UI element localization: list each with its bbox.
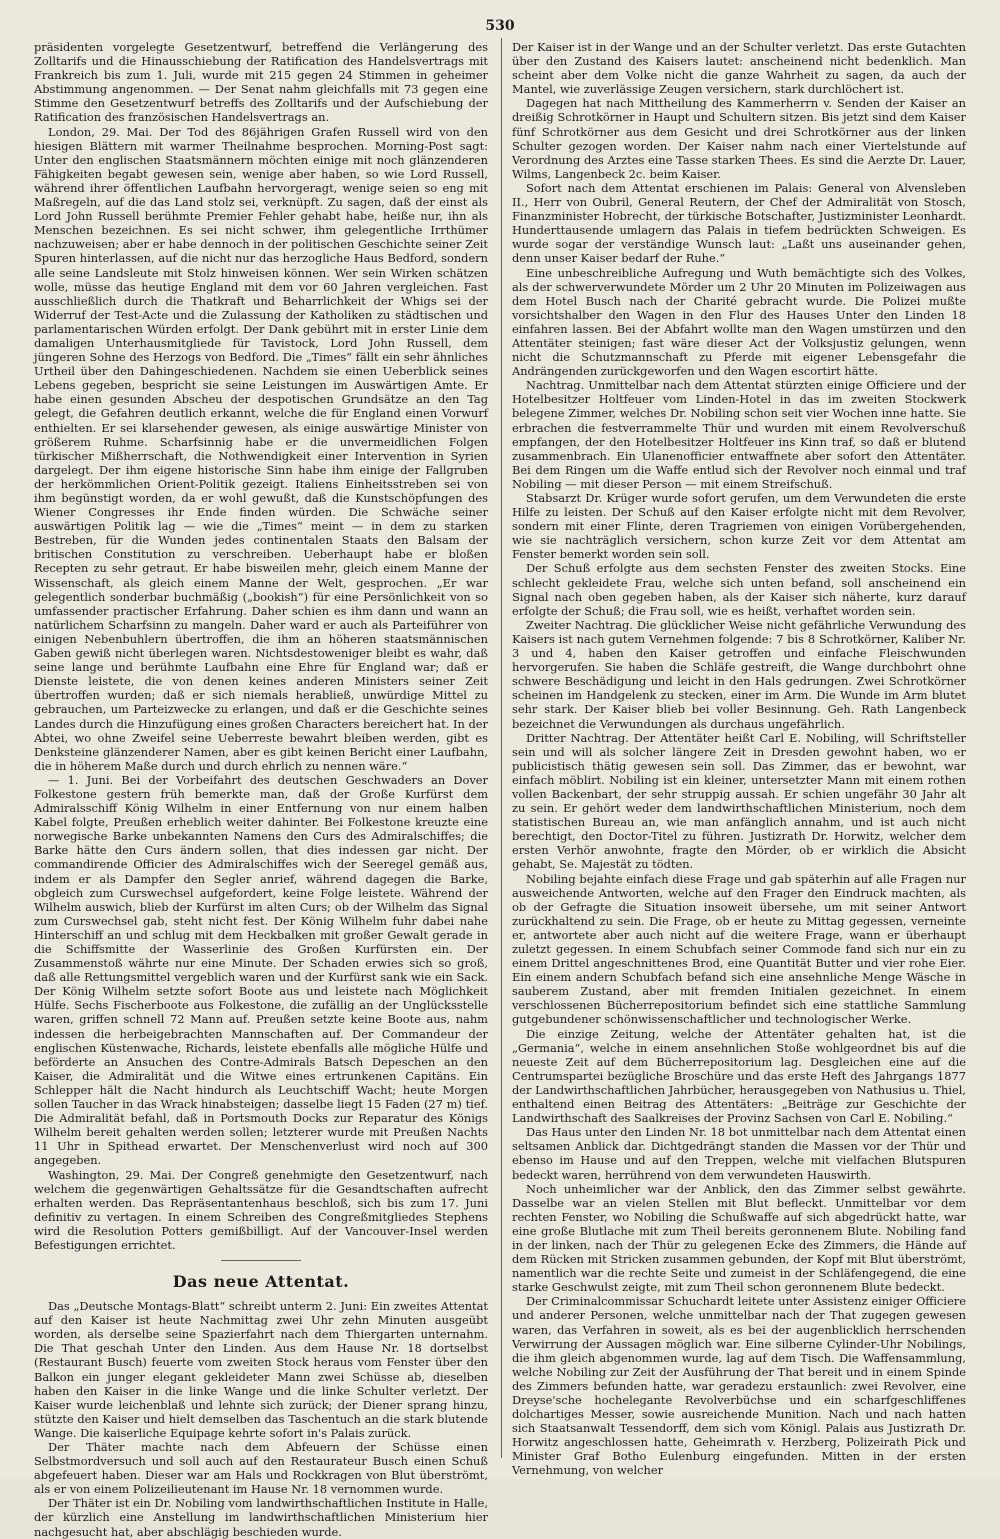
article-paragraph: Nachtrag. Unmittelbar nach dem Attentat stürzten einige Officiere und der Hotelbesitzer Holtfeuer vom Linden-Hotel in das im zweiten Stockwerk belegene Zimmer, welches Dr. Nobiling schon seit vier Wochen inne hatte. Sie erbrachen die festverrammelte Thür und wurden mit einem Revolverschuß empfangen, der den Hotelbesitzer Holtfeuer ins Kinn traf, so daß er blutend zusammenbrach. Ein Ulanenofficier entwaffnete aber sofort den Attentäter. Bei dem Ringen um die Waffe entlud sich der Revolver noch einmal und traf Nobiling — mit dieser Person — mit einem Streifschuß. xyxy=(512,378,966,491)
left-column xyxy=(34,40,488,1539)
article-paragraph: Nobiling bejahte einfach diese Frage und gab späterhin auf alle Fragen nur ausweichende Antworten, welche auf den Frager den Eindruck machten, als ob der Gefragte die Situation insoweit übersehe, um mit seiner Antwort zurückhaltend zu sein. Die Frage, ob er heute zu Mittag gegessen, verneinte er, antwortete aber auch nicht auf die weitere Frage, wann er überhaupt zuletzt gegessen. In einem Schubfach seiner Commode fand sich nur ein zu einem Drittel angeschnittenes Brod, eine Quantität Butter und vier rohe Eier. Ein einem andern Schubfach befand sich eine ansehnliche Menge Wäsche in sauberem Zustand, aber mit fremden Initialen gezeichnet. In einem verschlossenen Bücherrepositorium befindet sich eine stattliche Sammlung gutgebundener schönwissenschaftlicher und technologischer Werke. xyxy=(512,871,966,1027)
article-paragraph: Eine unbeschreibliche Aufregung und Wuth bemächtigte sich des Volkes, als der schwerverwundete Mörder um 2 Uhr 20 Minuten im Polizeiwagen aus dem Hotel Busch nach der Charité gebracht wurde. Die Polizei mußte vorsichtshalber den Wagen in den Flur des Hauses Unter den Linden 18 einfahren lassen. Bei der Abfahrt wollte man den Wagen umstürzen und den Attentäter steinigen; fast wäre dieser Act der Volksjustiz gelungen, wenn nicht die Schutzmannschaft zu Pferde mit eigener Lebensgefahr die Andrängenden zurückgeworfen und den Wagen escortirt hätte. xyxy=(512,265,966,379)
article-paragraph: Das „Deutsche Montags-Blatt“ schreibt unterm 2. Juni: Ein zweites Attentat auf den Kaiser ist heute Nachmittag zwei Uhr zehn Minuten ausgeübt worden, als derselbe seine Spazierfahrt nach dem Thiergarten unternahm. Die That geschah Unter den Linden. Aus dem Hause Nr. 18 dortselbst (Restaurant Busch) feuerte vom zweiten Stock heraus vom Fenster über den Balkon ein junger elegant gekleideter Mann zwei Schüsse ab, dieselben haben den Kaiser in die linke Wange und die linke Schulter verletzt. Der Kaiser wurde leichenblaß und lehnte sich zurück; der Diener sprang hinzu, stützte den Kaiser und hielt demselben das Taschentuch an die stark blutende Wange. Die kaiserliche Equipage kehrte sofort in's Palais zurück. xyxy=(34,1299,488,1440)
section-divider xyxy=(221,1260,301,1261)
article-paragraph: Noch unheimlicher war der Anblick, den das Zimmer selbst gewährte. Dasselbe war an vielen Stellen mit Blut befleckt. Unmittelbar vor dem rechten Fenster, wo Nobiling die Schußwaffe auf sich abgedrückt hatte, war eine große Blutlache mit zum Theil bereits geronnenem Blute. Nobiling fand in der linken, nach der Thür zu gelegenen Ecke des Zimmers, die Hände auf dem Rücken mit Stricken zusammen gebunden, der Kopf mit Blut überströmt, namentlich war die rechte Seite und zumeist in der Schläfengegend, die eine starke Geschwulst zeigte, mit zum Theil schon geronnenem Blute bedeckt. xyxy=(512,1181,966,1295)
article-paragraph: Der Criminalcommissar Schuchardt leitete unter Assistenz einiger Officiere und anderer Personen, welche unmittelbar nach der That zugegen gewesen waren, das Verfahren in soweit, als es bei der augenblicklich herrschenden Verwirrung der Aussagen möglich war. Eine silberne Cylinder-Uhr Nobilings, die ihm gleich abgenommen wurde, lag auf dem Tisch. Die Waffensammlung, welche Nobiling zur Zeit der Ausführung der That bereit und in einem Spinde des Zimmers befunden hatte, war geradezu erstaunlich: zwei Revolver, eine Dreyse'sche hochelegante Revolverbüchse und ein scharfgeschliffenes dolchartiges Messer, sowie ausreichende Munition. Nach und nach hatten sich Staatsanwalt Tessendorff, dem sich vom Königl. Palais aus Justizrath Dr. Horwitz angeschlossen hatte, Geheimrath v. Herzberg, Polizeirath Pick und Minister Graf Botho Eulenburg eingefunden. Mitten in der ersten Vernehmung, von welcher xyxy=(512,1294,966,1478)
article-paragraph: Stabsarzt Dr. Krüger wurde sofort gerufen, um dem Verwundeten die erste Hilfe zu leisten. Der Schuß auf den Kaiser erfolgte nicht mit dem Revolver, sondern mit einer Flinte, deren Tragriemen von einigen Vorübergehenden, wie sie nachträglich versichern, schon kurze Zeit vor dem Attentat am Fenster bemerkt worden sein soll. xyxy=(512,491,966,562)
article-paragraph: London, 29. Mai. Der Tod des 86jährigen Grafen Russell wird von den hiesigen Blättern mit warmer Theilnahme besprochen. Morning-Post sagt: Unter den englischen Staatsmännern möchten einige mit noch glänzenderen Fähigkeiten begabt gewesen sein, wenige aber haben, so wie Lord Russell, während ihrer öffentlichen Laufbahn hervorgeragt, wenige seien so eng mit Maßregeln, auf die das Land stolz sei, verknüpft. Zu sagen, daß der einst als Lord John Russell berühmte Premier Fehler gehabt habe, heiße nur, ihn als Menschen bezeichnen. Es sei nicht schwer, ihm gelegentliche Irrthümer nachzuweisen; aber er habe dennoch in der politischen Geschichte seiner Zeit Spuren hinterlassen, auf die nicht nur das herzogliche Haus Bedford, sondern alle seine Landsleute mit Stolz hinweisen können. Wer sein Wirken schätzen wolle, müsse das heutige England mit dem vor 60 Jahren vergleichen. Fast ausschließlich durch die Thatkraft und Beharrlichkeit der Whigs sei der Widerruf der Test-Acte und die Zulassung der Katholiken zu städtischen und parlamentarischen Würden erfolgt. Der Dank gebührt mit in erster Linie dem damaligen Unterhausmitgliede für Tavistock, Lord John Russell, dem jüngeren Sohne des Herzogs von Bedford. Die „Times“ fällt ein sehr ähnliches Urtheil über den Dahingeschiedenen. Nachdem sie einen Ueberblick seines Lebens gegeben, bespricht sie seine Leistungen im Auswärtigen Amte. Er habe einen gesunden Abscheu der despotischen Grundsätze an den Tag gelegt, die Gefahren deutlich erkannt, welche die für England einen Vorwurf enthielten. Er sei klarsehender gewesen, als einige auswärtige Minister von größerem Ruhme. Scharfsinnig habe er die unvermeidlichen Folgen türkischer Mißherrschaft, die Nothwendigkeit einer Intervention in Syrien dargelegt. Der ihm eigene historische Sinn habe ihm einige der Fallgruben der herkömmlichen Orient-Politik gezeigt. Italiens Einheitsstreben sei von ihm begünstigt worden, da er wohl gewußt, daß die Kunstschöpfungen des Wiener Congresses ihr Ende finden würden. Die Schwäche seiner auswärtigen Politik lag — wie die „Times“ meint — in dem zu starken Bestreben, für die Wunden jedes continentalen Staats den Balsam der britischen Constitution zu verschreiben. Ueberhaupt habe er bloßen Recepten zu sehr getraut. Er habe bisweilen mehr, gleich einem Manne der Wissenschaft, als gleich einem Manne der Welt, gesprochen. „Er war gelegentlich sonderbar buchmäßig („bookish“) für eine Persönlichkeit von so umfassender practischer Erfahrung. Daher schien es ihm dann und wann an natürlichem Scharfsinn zu mangeln. Daher ward er auch als Parteiführer von einigen Nebenbuhlern übertroffen, die ihm an höheren staatsmännischen Gaben gewiß nicht überlegen waren. Nichtsdestoweniger bleibt es wahr, daß seine lange und berühmte Laufbahn eine Ehre für England war; daß er Dienste leistete, die von denen keines anderen Ministers seiner Zeit übertroffen wurden; daß er sich niemals herabließ, unwürdige Mittel zu gebrauchen, um Parteizwecke zu erlangen, und daß er die Geschichte seines Landes durch die Hinzufügung eines großen Characters bereichert hat. In der Abtei, wo ohne Zweifel seine Ueberreste bewahrt bleiben werden, gibt es Denksteine glänzenderer Namen, aber es gibt keinen Bericht einer Laufbahn, die in höherem Maße durch und durch ehrlich zu nennen wäre.“ xyxy=(34,124,488,773)
article-paragraph: Der Thäter machte nach dem Abfeuern der Schüsse einen Selbstmordversuch und soll auch auf den Restaurateur Busch einen Schuß abgefeuert haben. Dieser war am Hals und Rockkragen von Blut überströmt, als er von einem Polizeilieutenant im Hause Nr. 18 vernommen wurde. xyxy=(34,1440,488,1497)
column-rule xyxy=(501,38,502,1458)
section-heading: Das neue Attentat. xyxy=(172,1272,350,1292)
article-paragraph: Die einzige Zeitung, welche der Attentäter gehalten hat, ist die „Germania“, welche in einem ansehnlichen Stoße wohlgeordnet bis auf die neueste Zeit auf dem Bücherrepositorium lag. Desgleichen eine auf die Centrumspartei bezügliche Broschüre und das erste Heft des Jahrgangs 1877 der Landwirthschaftlichen Jahrbücher, herausgegeben von Nathusius u. Thiel, enthaltend einen Beitrag des Attentäters: „Beiträge zur Geschichte der Landwirthschaft des Saalkreises der Provinz Sachsen von Carl E. Nobiling.“ xyxy=(512,1026,966,1126)
page-number: 530 xyxy=(485,18,515,34)
article-paragraph: Dritter Nachtrag. Der Attentäter heißt Carl E. Nobiling, will Schriftsteller sein und will als solcher längere Zeit in Dresden gewohnt haben, wo er publicistisch thätig gewesen sein soll. Das Zimmer, das er bewohnt, war einfach möblirt. Nobiling ist ein kleiner, untersetzter Mann mit einem rothen vollen Backenbart, der sehr struppig aussah. Er schien ungefähr 30 Jahr alt zu sein. Er gehört weder dem landwirthschaftlichen Ministerium, noch dem statistischen Bureau an, wie man anfänglich annahm, und ist auch nicht berechtigt, den Doctor-Titel zu führen. Justizrath Dr. Horwitz, welcher dem ersten Verhör anwohnte, fragte den Mörder, ob er wirklich die Absicht gehabt, Se. Majestät zu tödten. xyxy=(512,730,966,872)
article-paragraph: Sofort nach dem Attentat erschienen im Palais: General von Alvensleben II., Herr von Oubril, General Reutern, der Chef der Admiralität von Stosch, Finanzminister Hobrecht, der türkische Botschafter, Justizminister Leonhardt. Hunderttausende umlagern das Palais in tiefem bedrückten Schweigen. Es wurde sogar der verständige Wunsch laut: „Laßt uns auseinander gehen, denn unser Kaiser bedarf der Ruhe.“ xyxy=(512,180,966,266)
article-paragraph: — 1. Juni. Bei der Vorbeifahrt des deutschen Geschwaders an Dover Folkestone gestern früh bemerkte man, daß der Große Kurfürst dem Admiralsschiff König Wilhelm in einer Entfernung von nur einem halben Kabel folgte, Preußen erheblich weiter dahinter. Bei Folkestone kreuzte eine norwegische Barke unbekannten Namens den Curs des Admiralschiffes; die Barke hätte den Curs ändern sollen, that dies indessen gar nicht. Der commandirende Officier des Admiralschiffes wich der Seeregel gemäß aus, indem er als Dampfer den Segler anrief, während dagegen die Barke, obgleich zum Curswechsel aufgefordert, keine Folge leistete. Während der Wilhelm auswich, blieb der Kurfürst im alten Curs; ob der Wilhelm das Signal zum Curswechsel gab, steht nicht fest. Der König Wilhelm fuhr dabei nahe Hinterschiff an und schlug mit dem Heckbalken mit großer Gewalt gerade in die Schiffsmitte der Wasserlinie des Großen Kurfürsten ein. Der Zusammenstoß währte nur eine Minute. Der Schaden erwies sich so groß, daß alle Rettungsmittel vergeblich waren und der Kurfürst sank wie ein Sack. Der König Wilhelm setzte sofort Boote aus und leistete nach Möglichkeit Hülfe. Sechs Fischerboote aus Folkestone, die zufällig an der Unglücksstelle waren, griffen schnell 72 Mann auf. Preußen setzte keine Boote aus, nahm indessen die herbeigebrachten Mannschaften auf. Der Commandeur der englischen Küstenwache, Richards, leistete ebenfalls alle mögliche Hülfe und beförderte an Ansuchen des Contre-Admirals Batsch Depeschen an den Kaiser, die Admiralität und die Witwe eines ertrunkenen Capitäns. Ein Schlepper hält die Nacht hindurch als Leuchtschiff Wacht; heute Morgen sollen Taucher in das Wrack hinabsteigen; dasselbe liegt 15 Faden (27 m) tief. Die Admiralität befahl, daß in Portsmouth Docks zur Reparatur des Königs Wilhelm bereit gehalten werden sollen; letzterer wurde mit Preußen Nachts 11 Uhr in Spithead erwartet. Der Menschenverlust wird noch auf 300 angegeben. xyxy=(34,772,488,1168)
article-paragraph: Zweiter Nachtrag. Die glücklicher Weise nicht gefährliche Verwundung des Kaisers ist nach gutem Vernehmen folgende: 7 bis 8 Schrotkörner, Kaliber Nr. 3 und 4, haben den Kaiser getroffen und einfache Fleischwunden hervorgerufen. Sie haben die Schläfe gestreift, die Wange durchbohrt ohne schwere Beschädigung und leicht in den Hals gedrungen. Zwei Schrotkörner scheinen im Handgelenk zu stecken, einer im Arm. Die Wunde im Arm blutet sehr stark. Der Kaiser blieb bei voller Besinnung. Geh. Rath Langenbeck bezeichnet die Verwundungen als durchaus ungefährlich. xyxy=(512,617,966,731)
right-column xyxy=(512,40,966,1478)
article-paragraph: Der Thäter ist ein Dr. Nobiling vom landwirthschaftlichen Institute in Halle, der kürzlich eine Anstellung im landwirthschaftlichen Ministerium hier nachgesucht hat, aber abschlägig beschieden wurde. xyxy=(34,1496,488,1539)
article-paragraph: präsidenten vorgelegte Gesetzentwurf, betreffend die Verlängerung des Zolltarifs und die Hinausschiebung der Ratification des Handelsvertrags mit Frankreich bis zum 1. Juli, wurde mit 215 gegen 24 Stimmen in geheimer Abstimmung angenommen. — Der Senat nahm gleichfalls mit 73 gegen eine Stimme den Gesetzentwurf betreffs des Zolltarifs und der Aufschiebung der Ratification des französischen Handelsvertrags an. xyxy=(34,40,488,125)
article-paragraph: Washington, 29. Mai. Der Congreß genehmigte den Gesetzentwurf, nach welchem die gegenwärtigen Gehaltssätze für die Gesandtschaften aufrecht erhalten werden. Das Repräsentantenhaus beschloß, sich bis zum 17. Juni definitiv zu vertagen. In einem Schreiben des Congreßmitgliedes Stephens wird die Resolution Potters gemißbilligt. Auf der Vancouver-Insel werden Befestigungen errichtet. xyxy=(34,1167,488,1252)
article-paragraph: Der Schuß erfolgte aus dem sechsten Fenster des zweiten Stocks. Eine schlecht gekleidete Frau, welche sich unten befand, soll anscheinend ein Signal nach oben gegeben haben, als der Kaiser sich näherte, kurz darauf erfolgte der Schuß; die Frau soll, wie es heißt, verhaftet worden sein. xyxy=(512,561,966,618)
article-paragraph: Das Haus unter den Linden Nr. 18 bot unmittelbar nach dem Attentat einen seltsamen Anblick dar. Dichtgedrängt standen die Massen vor der Thür und ebenso im Hause und auf den Treppen, welche mit vielfachen Blutspuren bedeckt waren, herrührend von dem verwundeten Hauswirth. xyxy=(512,1125,966,1182)
article-paragraph: Dagegen hat nach Mittheilung des Kammerherrn v. Senden der Kaiser an dreißig Schrotkörner in Haupt und Schultern sitzen. Bis jetzt sind dem Kaiser fünf Schrotkörner aus dem Gesicht und drei Schrotkörner aus der linken Schulter gezogen worden. Der Kaiser nahm nach einer Viertelstunde auf Verordnung des Arztes eine Tasse starken Thees. Es sind die Aerzte Dr. Lauer, Wilms, Langenbeck 2c. beim Kaiser. xyxy=(512,96,966,181)
article-paragraph: Der Kaiser ist in der Wange und an der Schulter verletzt. Das erste Gutachten über den Zustand des Kaisers lautet: anscheinend nicht bedenklich. Man scheint aber dem Volke nicht die ganze Wahrheit zu sagen, da auch der Mantel, wie zuverlässige Zeugen versichern, stark durchlöchert ist. xyxy=(512,40,966,97)
